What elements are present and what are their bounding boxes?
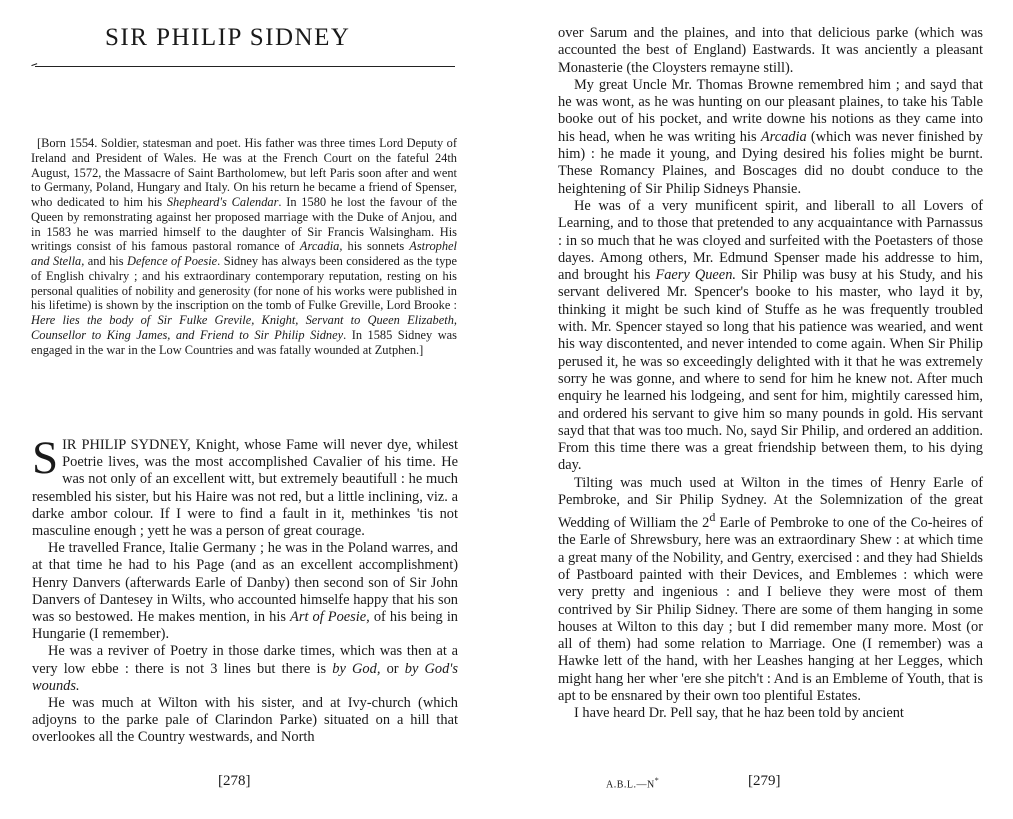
- right-body-text: [558, 25, 983, 723]
- body-paragraph: He travelled France, Italie Germany ; he was in the Poland warres, and at that time he had to his Page (and as an excellent accomplishment) Henry Danvers (afterwards Earle of Danby) then second son of Sir John Danvers of Dantesey in Wilts, who accounted himselfe happy that his son was so bestowed. He makes mention, in his Art of Poesie, of his being in Hungarie (I remember).: [32, 540, 459, 643]
- body-paragraph: My great Uncle Mr. Thomas Browne remembred him ; and sayd that he was wont, as he was hunting on our pleasant plaines, to take his Table booke out of his pocket, and write downe his notions as they came into his head, when he was writing his Arcadia (which was never finished by him) : he made it young, and Dying desired his folies might be burnt. These Romancy Plaines, and Boscages did no doubt conduce to the heightening of Sir Philip Sidneys Phansie.: [558, 76, 983, 197]
- body-paragraph: SIR PHILIP SYDNEY, Knight, whose Fame will never dye, whilest Poetrie lives, was the most accomplished Cavalier of his time. He was not only of an excellent witt, but extremely beautifull : he much resembled his sister, but his Haire was not red, but a little inclining, viz. a darke ambor colour. If I were to find a fault in it, methinkes 'tis not masculine enough ; yett he was a person of great courage.: [32, 432, 458, 540]
- printer-signature: A.B.L.—N*: [606, 776, 660, 791]
- left-body-text: [32, 432, 459, 747]
- page-number-right: [279]: [748, 773, 781, 789]
- body-paragraph: Tilting was much used at Wilton in the times of Henry Earle of Pembroke, and Sir Philip Sydney. At the Solemnization of the great Wedding of William the 2$^d$ Earle of Pembroke to one of the Co-heires of the Earle of Shrewsbury, here was an extraordinary Shew : at which time a great many of the Nobility, and Gentry, exercised : and they had Shields of Pastboard painted with their Devices, and Emblemes : which were very pretty and ingenious : and I believe they were most of them contrived by Sir Philip Sidney. There are some of them hanging in some houses at Wilton to this day ; but I did remember many more. Most (or all of them) had some relation to Marriage. One (I remember) was a Hawke lett of the hand, with her Leashes hanging at her Legges, which might hang her wher 'ere she pitch't : And is an Embleme of Youth, that is apt to be ensnared by their own too plentiful Estates.: [558, 474, 983, 705]
- body-paragraph: He was much at Wilton with his sister, and at Ivy-church (which adjoyns to the parke pale of Clarindon Parke) situated on a hill that overlookes all the Country westwards, and North: [32, 695, 458, 746]
- body-paragraph: over Sarum and the plaines, and into that delicious parke (which was accounted the best of England) Eastwards. It was anciently a pleasant Monasterie (the Cloysters remayne still).: [558, 25, 983, 76]
- intro-paragraph: [Born 1554. Soldier, statesman and poet. His father was three times Lord Deputy of Ireland and President of Wales. He was at the French Court on the fateful 24th August, 1572, the Massacre of Saint Bartholomew, but left Paris soon after and went to Germany, Poland, Hungary and Italy. On his return he became a friend of Spenser, who dedicated to him his Shepheard's Calendar. In 1580 he lost the favour of the Queen by remonstrating against her proposed marriage with the Duke of Anjou, and in 1583 he was married himself to the daughter of Sir Francis Walsingham. His writings consist of his famous pastoral romance of Arcadia, his sonnets Astrophel and Stella, and his Defence of Poesie. Sidney has always been considered as the type of English chivalry ; and his extraordinary contemporary reputation, resting on his personal qualities of nobility and generosity (for none of his works were published in his lifetime) is shown by the inscription on the tomb of Fulke Greville, Lord Brooke : Here lies the body of Sir Fulke Grevile, Knight, Servant to Queen Elizabeth, Counsellor to King James, and Friend to Sir Philip Sidney. In 1585 Sidney was engaged in the war in the Low Countries and was fatally wounded at Zutphen.]: [31, 136, 458, 357]
- drop-cap: S: [32, 432, 59, 484]
- body-paragraph: I have heard Dr. Pell say, that he haz been told by ancient: [574, 705, 904, 722]
- biographical-note: [31, 136, 457, 357]
- body-paragraph: He was a reviver of Poetry in those darke times, which was then at a very low ebbe : there is not 3 lines but there is by God, or by God's wounds.: [32, 643, 458, 694]
- rule-ornament: [31, 63, 38, 70]
- page-number-left: [278]: [218, 773, 251, 789]
- page-title: SIR PHILIP SIDNEY: [105, 24, 351, 51]
- body-paragraph: He was of a very munificent spirit, and liberall to all Lovers of Learning, and to those that pretended to any acquaintance with Parnassus : in so much that he was cloyed and surfeited with the Poetasters of those dayes. Among others, Mr. Edmund Spenser made his addresse to him, and brought his Faery Queen. Sir Philip was busy at his Study, and his servant delivered Mr. Spencer's booke to his master, who layd it by, thinking it might be such kind of Stuffe as he was frequently troubled with. Mr. Spencer stayed so long that his patience was wearied, and went his way discontented, and never intended to come again. When Sir Philip perused it, he was so exceedingly delighted with it that he was extremely sorry he was gonne, and where to send for him he knew not. After much enquiry he learned his lodgeing, and sent for him, mightily caressed him, and ordered his servant to give him so many pounds in gold. His servant sayd that that was too much. No, sayd Sir Philip, and ordered an addition. From this time there was a great friendship between them, to his dying day.: [558, 197, 983, 474]
- title-rule: [35, 66, 455, 67]
